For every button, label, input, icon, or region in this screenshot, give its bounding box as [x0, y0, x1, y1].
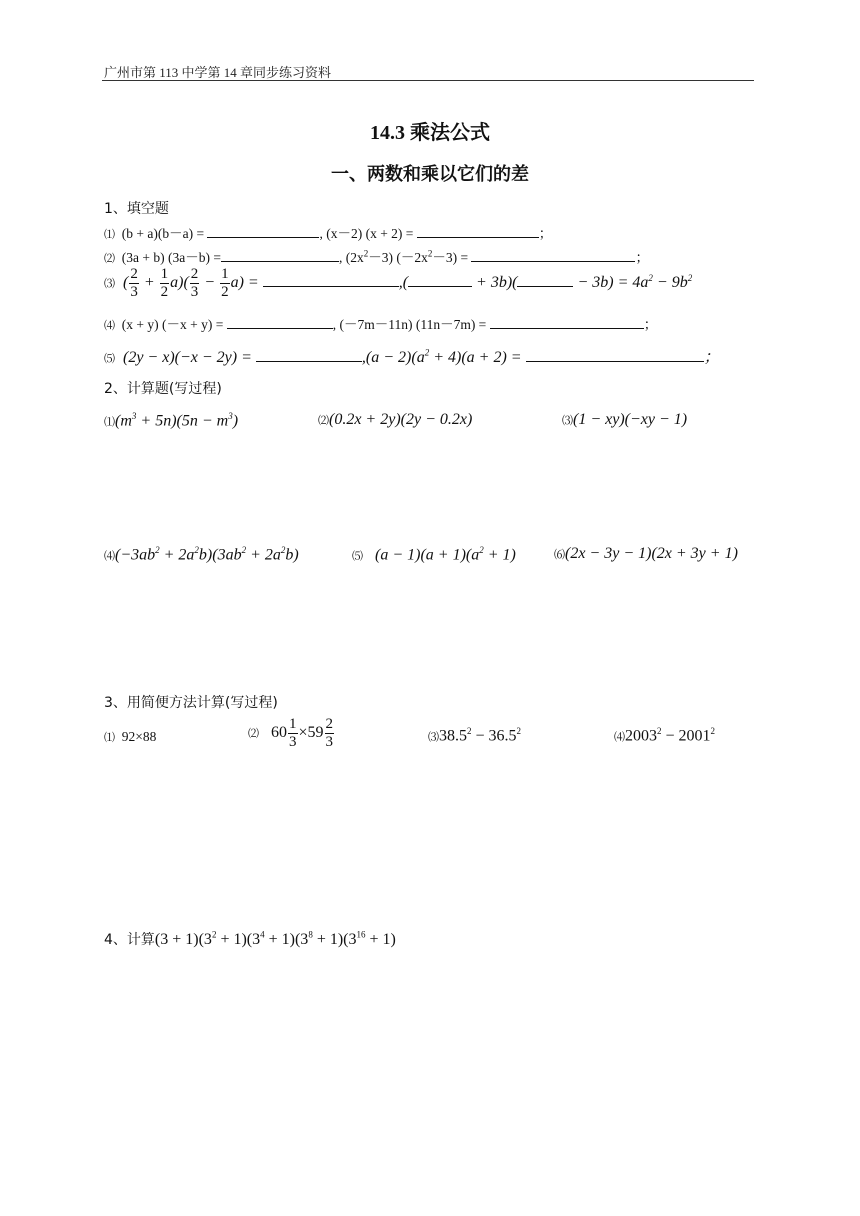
simple-calc-4: $⑷2003^2 - 2001^2$: [614, 726, 716, 745]
calc-item-3: ⑶(1 − xy)(−xy − 1): [562, 411, 688, 428]
fill-item-3: ⑶ ( $\frac{2}{3}$ + $\frac{1}{2}$ a)( $\frac{2}{3}$ − $\frac{1}{2}$ a) = ,( + $3b)( - 3b) = 4a^2 - 9b^2$: [104, 266, 693, 300]
calc-item-4: $⑷(-3ab^2 + 2a^2b)(3ab^2 + 2a^2b)$: [104, 545, 299, 564]
simple-calc-1: ⑴ 92×88: [104, 729, 157, 744]
section4-problem: 4、计算$(3 + 1)(3^2 + 1)(3^4 + 1)(3^8 + 1)(3^{16} + 1)$: [104, 929, 396, 948]
answer-blank[interactable]: [207, 223, 319, 238]
simple-calc-2: ⑵ 60 $\frac{1}{3}$ ×59 $\frac{2}{3}$: [248, 716, 334, 750]
answer-blank[interactable]: [517, 272, 573, 287]
calc-item-1: $⑴(m^3 + 5n)(5n - m^3)$: [104, 411, 239, 430]
answer-blank[interactable]: [221, 247, 339, 262]
page-header: 广州市第 113 中学第 14 章同步练习资料: [104, 65, 332, 80]
header-divider: [102, 80, 754, 81]
simple-calc-3: $⑶38.5^2 - 36.5^2$: [428, 726, 522, 745]
fill-item-1: ⑴ (b + a)(b－a) = , (x－2) (x + 2) = ；: [104, 222, 552, 242]
answer-blank[interactable]: [227, 314, 333, 329]
answer-blank[interactable]: [471, 247, 635, 262]
calc-item-5: ⑸ $(a - 1)(a + 1)(a^2 + 1)$: [352, 545, 516, 564]
answer-blank[interactable]: [417, 223, 539, 238]
answer-blank[interactable]: [490, 314, 644, 329]
section1-heading: 1、填空题: [104, 201, 169, 217]
answer-blank[interactable]: [256, 347, 362, 362]
calc-item-2: ⑵(0.2x + 2y)(2y − 0.2x): [318, 411, 473, 428]
calc-item-6: ⑹(2x − 3y − 1)(2x + 3y + 1): [554, 545, 738, 562]
section2-heading: 2、计算题(写过程): [104, 381, 222, 397]
answer-blank[interactable]: [408, 272, 472, 287]
section-subtitle: 一、两数和乘以它们的差: [331, 164, 529, 185]
answer-blank[interactable]: [263, 272, 399, 287]
page-title: 14.3 乘法公式: [370, 122, 490, 144]
section3-heading: 3、用简便方法计算(写过程): [104, 695, 278, 711]
fill-item-5: ⑸ $(2y - x)(-x - 2y) = ,(a - 2)(a^2 + 4)(a + 2)$ = ；: [104, 347, 720, 366]
fill-item-4: ⑷ (x + y) (－x + y) = , (－7m－11n) (11n－7m) = ；: [104, 313, 657, 333]
answer-blank[interactable]: [526, 347, 704, 362]
fill-item-2: ⑵ (3a + b) (3a－b) = , $(2x^2-3) (-2x^2-3)$ = ；: [104, 248, 649, 265]
